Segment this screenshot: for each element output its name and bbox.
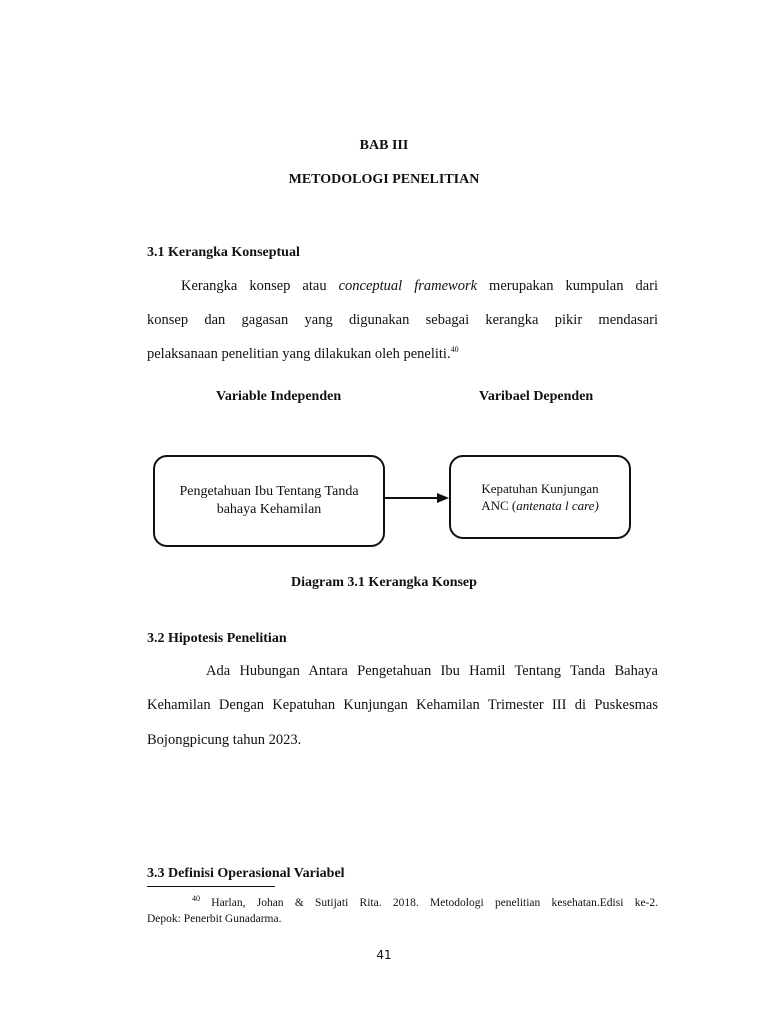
independent-variable-label: Variable Independen (216, 389, 342, 404)
diagram-caption: Diagram 3.1 Kerangka Konsep (291, 575, 477, 590)
dependent-variable-box (449, 455, 631, 539)
dependent-variable-label: Varibael Dependen (479, 389, 594, 404)
chapter-label: BAB III (359, 138, 409, 153)
section-heading-hipotesis: 3.2 Hipotesis Penelitian (147, 631, 287, 646)
italic-text: conceptual framework (338, 278, 478, 294)
paragraph-line: Ada Hubungan Antara Pengetahuan Ibu Hamil Tentang Tanda Bahaya (206, 663, 658, 679)
footnote-ref: 40 (450, 345, 459, 354)
relationship-arrow (383, 488, 451, 508)
footnote-separator (147, 886, 275, 887)
paragraph-line: Kehamilan Dengan Kepatuhan Kunjungan Kehamilan Trimester III di Puskesmas (147, 697, 658, 713)
paragraph-line (147, 278, 658, 295)
arrow-head (437, 493, 449, 503)
paragraph-line: konsep dan gagasan yang digunakan sebagai kerangka pikir mendasari (147, 312, 658, 328)
text-span: merupakan kumpulan dari (477, 278, 658, 294)
section-heading-definisi: 3.3 Definisi Operasional Variabel (147, 866, 345, 881)
footnote-line: Depok: Penerbit Gunadarma. (147, 912, 282, 925)
box-line: bahaya Kehamilan (216, 502, 322, 517)
text-span: pelaksanaan penelitian yang dilakukan oleh peneliti. (147, 345, 451, 362)
italic-text: antenata l care) (516, 498, 599, 513)
text-span: Kerangka konsep atau (181, 278, 339, 294)
text-span: Harlan, Johan & Sutijati Rita. 2018. Metodologi penelitian kesehatan.Edisi ke-2. (200, 896, 658, 909)
section-heading-kerangka: 3.1 Kerangka Konseptual (147, 245, 300, 260)
independent-variable-box (153, 455, 385, 547)
footnote-line (147, 891, 658, 911)
box-line: Kepatuhan Kunjungan (481, 481, 599, 496)
footnote-number: 40 (192, 894, 200, 903)
box-line: Pengetahuan Ibu Tentang Tanda (179, 484, 359, 499)
text-span: ANC ( (481, 498, 517, 513)
footnote-text (147, 891, 658, 927)
page-number: 41 (376, 948, 392, 962)
paragraph-line: Bojongpicung tahun 2023. (147, 732, 302, 748)
paragraph-line (147, 345, 658, 363)
chapter-title: METODOLOGI PENELITIAN (288, 172, 480, 187)
box-text (179, 483, 358, 519)
box-line (481, 497, 599, 514)
box-text (481, 480, 599, 514)
